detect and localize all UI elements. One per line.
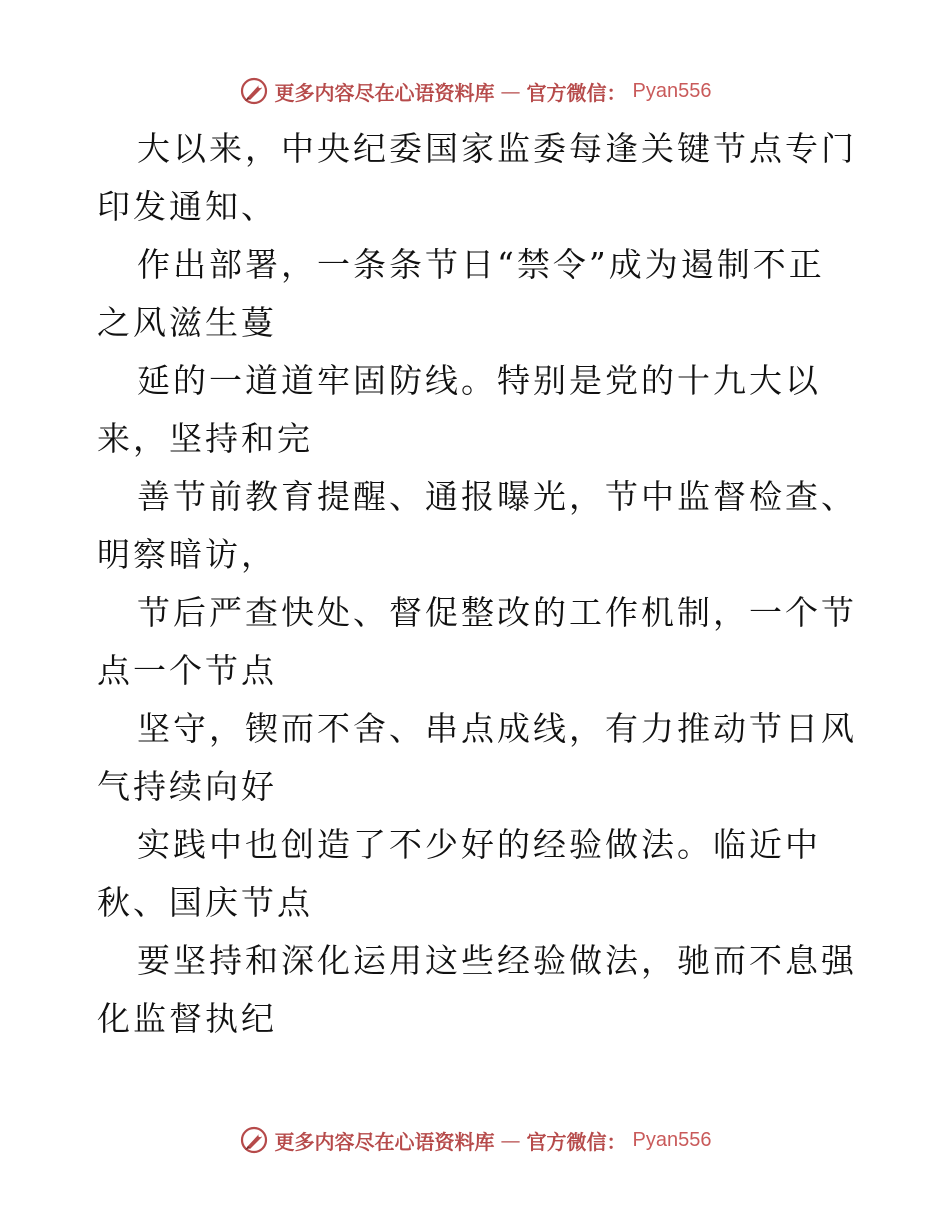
pen-nib-logo-icon <box>239 76 269 106</box>
paragraph: 实践中也创造了不少好的经验做法。临近中秋、国庆节点 <box>97 825 821 922</box>
paragraph: 善节前教育提醒、通报曝光，节中监督检查、明察暗访， <box>97 477 857 574</box>
wechat-id: Pyan556 <box>632 79 712 102</box>
banner-dash: — <box>500 1128 521 1152</box>
paragraph: 坚守，锲而不舍、串点成线，有力推动节日风气持续向好 <box>97 709 857 806</box>
wechat-label: 官方微信： <box>526 80 627 105</box>
header-banner <box>0 74 950 108</box>
footer-banner <box>0 1123 950 1157</box>
site-name: 更多内容尽在心语资料库 <box>274 80 495 105</box>
paragraph: 作出部署，一条条节日“禁令”成为遏制不正之风滋生蔓 <box>97 245 825 342</box>
wechat-id: Pyan556 <box>632 1128 712 1151</box>
paragraph: 节后严查快处、督促整改的工作机制，一个节点一个节点 <box>97 593 857 690</box>
paragraph: 要坚持和深化运用这些经验做法，驰而不息强化监督执纪 <box>97 941 857 1038</box>
wechat-label: 官方微信： <box>526 1129 627 1154</box>
banner-dash: — <box>500 79 521 103</box>
pen-nib-logo-icon <box>239 1125 269 1155</box>
document-body <box>97 120 857 1048</box>
paragraph: 延的一道道牢固防线。特别是党的十九大以来，坚持和完 <box>97 361 821 458</box>
paragraph: 大以来，中央纪委国家监委每逢关键节点专门印发通知、 <box>97 129 857 226</box>
site-name: 更多内容尽在心语资料库 <box>274 1129 495 1154</box>
